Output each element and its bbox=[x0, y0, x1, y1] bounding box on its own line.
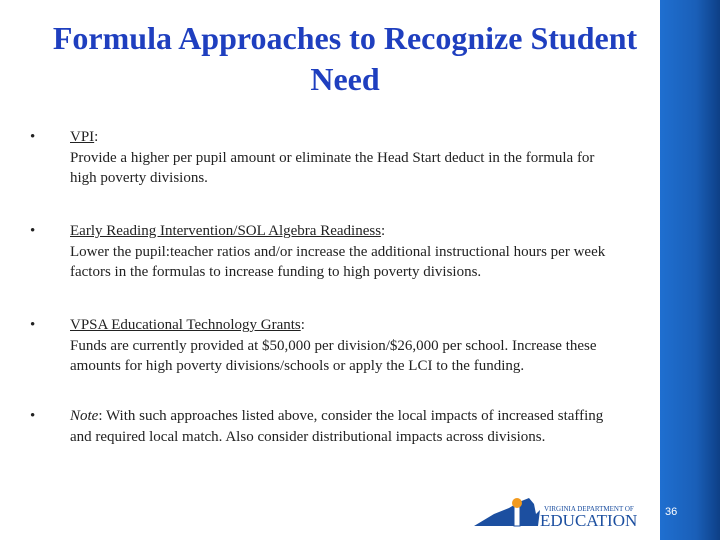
slide-title: Formula Approaches to Recognize Student Need bbox=[52, 20, 638, 97]
page-number: 36 bbox=[665, 506, 678, 518]
vdoe-logo bbox=[474, 496, 654, 528]
bullet-note bbox=[30, 406, 610, 447]
bullet-text: Lower the pupil:teacher ratios and/or increase the additional instructional hours per week factors in the formulas to increase funding to high poverty divisions. bbox=[70, 243, 606, 280]
bullet-heading: Note bbox=[70, 408, 99, 424]
bullet: • bbox=[30, 129, 36, 145]
bullet-text: Funds are currently provided at $50,000 per division/$26,000 per school. Increase these amounts for high poverty divisions/schools or apply the LCI to the funding. bbox=[70, 337, 597, 374]
bullet-heading: Early Reading Intervention/SOL Algebra Readiness bbox=[70, 223, 382, 239]
bullet: • bbox=[30, 317, 36, 333]
colon: : bbox=[94, 129, 99, 145]
bullet-text: With such approaches listed above, consider the local impacts of increased staffing and required local match. Also consider distributional impacts across divisions. bbox=[70, 408, 604, 445]
bullet-early-reading bbox=[30, 221, 610, 283]
side-bar bbox=[660, 0, 720, 540]
colon: : bbox=[381, 223, 386, 239]
colon: : bbox=[98, 408, 103, 424]
bullet-heading: VPI bbox=[70, 129, 95, 145]
bullet-vpi bbox=[30, 127, 610, 189]
logo-line2: EDUCATION bbox=[540, 511, 638, 528]
bullet-vpsa bbox=[30, 315, 610, 377]
bullet: • bbox=[30, 223, 36, 239]
bullet-text: Provide a higher per pupil amount or eliminate the Head Start deduct in the formula for high poverty divisions. bbox=[70, 149, 595, 186]
logo-line1: VIRGINIA DEPARTMENT OF bbox=[544, 505, 634, 513]
bullet-heading: VPSA Educational Technology Grants bbox=[70, 317, 301, 333]
colon: : bbox=[300, 317, 305, 333]
bullet: • bbox=[30, 408, 36, 424]
